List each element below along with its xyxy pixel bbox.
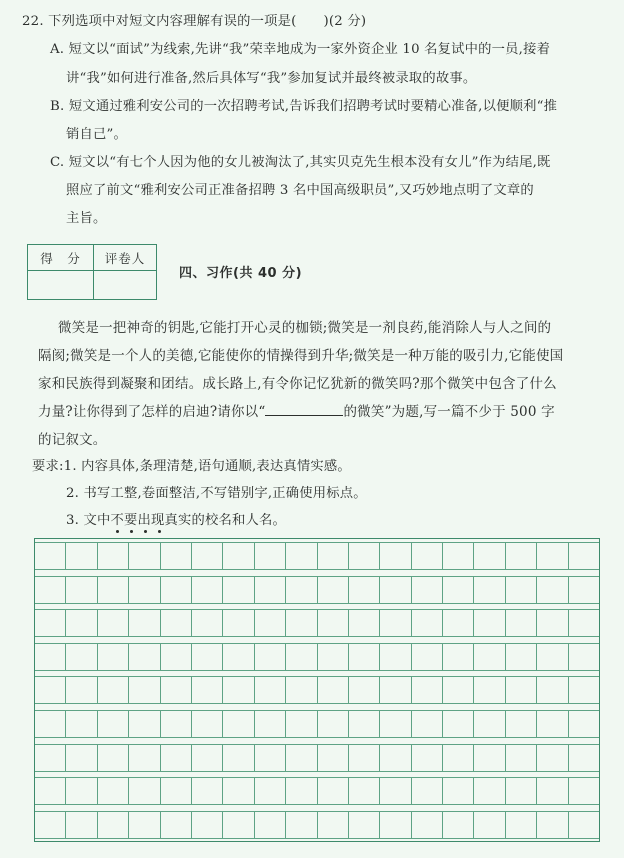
grid-cell[interactable] [223, 744, 254, 772]
grid-cell[interactable] [443, 542, 474, 570]
grid-cell[interactable] [98, 676, 129, 704]
grid-cell[interactable] [161, 811, 192, 839]
grid-cell[interactable] [286, 576, 317, 604]
grid-cell[interactable] [286, 710, 317, 738]
grid-cell[interactable] [192, 710, 223, 738]
grid-cell[interactable] [192, 811, 223, 839]
grid-cell[interactable] [349, 710, 380, 738]
grid-cell[interactable] [35, 811, 66, 839]
grid-cell[interactable] [412, 643, 443, 671]
grid-cell[interactable] [474, 542, 505, 570]
grid-cell[interactable] [161, 576, 192, 604]
grid-cell[interactable] [286, 676, 317, 704]
emphasis-dots [112, 530, 172, 536]
requirement-3: 3. 文中不要出现真实的校名和人名。 [66, 513, 286, 528]
grid-cell[interactable] [380, 643, 411, 671]
grid-cell[interactable] [537, 777, 568, 805]
grid-row [35, 576, 599, 604]
grid-cell[interactable] [537, 609, 568, 637]
grid-cell[interactable] [380, 744, 411, 772]
grid-row [35, 676, 599, 704]
grid-cell[interactable] [443, 643, 474, 671]
grid-cell[interactable] [443, 744, 474, 772]
prompt-line-4 [38, 403, 555, 421]
grid-cell[interactable] [506, 777, 537, 805]
grid-cell[interactable] [66, 744, 97, 772]
grid-cell[interactable] [286, 643, 317, 671]
grid-cell[interactable] [286, 777, 317, 805]
option-c-line-3: 主旨。 [66, 211, 107, 226]
prompt-line-2: 隔阂;微笑是一个人的美德,它能使你的情操得到升华;微笑是一种万能的吸引力,它能使国 [38, 348, 564, 364]
grid-cell[interactable] [380, 710, 411, 738]
grid-cell[interactable] [443, 777, 474, 805]
score-box [27, 244, 157, 300]
prompt-line-4-head: 力量?让你得到了怎样的启迪?请你以“ [38, 404, 266, 420]
grid-cell[interactable] [35, 710, 66, 738]
grid-cell[interactable] [412, 744, 443, 772]
grid-row [35, 744, 599, 772]
grid-cell[interactable] [443, 811, 474, 839]
grid-cell[interactable] [192, 576, 223, 604]
grid-cell[interactable] [380, 542, 411, 570]
grid-cell[interactable] [506, 643, 537, 671]
grid-cell[interactable] [255, 811, 286, 839]
grid-cell[interactable] [474, 609, 505, 637]
grid-cell[interactable] [35, 777, 66, 805]
grid-cell[interactable] [569, 744, 599, 772]
grid-cell[interactable] [474, 744, 505, 772]
prompt-line-1: 微笑是一把神奇的钥匙,它能打开心灵的枷锁;微笑是一剂良药,能消除人与人之间的 [58, 320, 552, 336]
grid-cell[interactable] [223, 676, 254, 704]
grid-cell[interactable] [380, 676, 411, 704]
grid-cell[interactable] [161, 676, 192, 704]
grid-cell[interactable] [506, 710, 537, 738]
grid-cell[interactable] [569, 676, 599, 704]
grid-cell[interactable] [66, 643, 97, 671]
grid-cell[interactable] [98, 811, 129, 839]
grid-cell[interactable] [255, 710, 286, 738]
grid-cell[interactable] [412, 811, 443, 839]
grid-cell[interactable] [286, 609, 317, 637]
grid-cell[interactable] [443, 676, 474, 704]
grid-cell[interactable] [192, 676, 223, 704]
grid-row [35, 777, 599, 805]
grid-cell[interactable] [318, 542, 349, 570]
grid-cell[interactable] [255, 542, 286, 570]
grid-cell[interactable] [35, 676, 66, 704]
grid-cell[interactable] [255, 777, 286, 805]
grid-cell[interactable] [569, 710, 599, 738]
grid-cell[interactable] [506, 542, 537, 570]
grid-cell[interactable] [349, 744, 380, 772]
grid-cell[interactable] [192, 744, 223, 772]
grid-cell[interactable] [192, 542, 223, 570]
grid-cell[interactable] [161, 744, 192, 772]
grid-cell[interactable] [35, 576, 66, 604]
option-c-line-1: C. 短文以“有七个人因为他的女儿被淘汰了,其实贝克先生根本没有女儿”作为结尾,既 [50, 155, 551, 170]
grader-cell[interactable] [94, 271, 156, 299]
grid-cell[interactable] [286, 811, 317, 839]
grid-row [35, 542, 599, 570]
grid-cell[interactable] [35, 609, 66, 637]
grid-cell[interactable] [129, 643, 160, 671]
grid-cell[interactable] [349, 609, 380, 637]
grid-cell[interactable] [98, 710, 129, 738]
grid-row [35, 710, 599, 738]
grid-cell[interactable] [443, 710, 474, 738]
requirement-2: 2. 书写工整,卷面整洁,不写错别字,正确使用标点。 [66, 486, 367, 501]
grid-cell[interactable] [35, 643, 66, 671]
score-label: 得 分 [28, 245, 94, 271]
grid-cell[interactable] [66, 609, 97, 637]
grid-cell[interactable] [66, 777, 97, 805]
grid-cell[interactable] [35, 542, 66, 570]
grid-cell[interactable] [506, 576, 537, 604]
writing-grid[interactable] [34, 538, 600, 842]
grid-cell[interactable] [98, 744, 129, 772]
grid-cell[interactable] [412, 542, 443, 570]
grid-cell[interactable] [318, 811, 349, 839]
grid-cell[interactable] [98, 576, 129, 604]
grid-cell[interactable] [474, 676, 505, 704]
option-a-line-1: A. 短文以“面试”为线索,先讲“我”荣幸地成为一家外资企业 10 名复试中的一员,接着 [50, 42, 551, 57]
title-blank[interactable] [265, 403, 343, 416]
requirement-1: 要求:1. 内容具体,条理清楚,语句通顺,表达真情实感。 [32, 459, 351, 474]
grid-cell[interactable] [474, 777, 505, 805]
section-title: 四、习作(共 40 分) [179, 266, 303, 281]
grid-cell[interactable] [349, 643, 380, 671]
grid-cell[interactable] [474, 811, 505, 839]
grid-cell[interactable] [66, 542, 97, 570]
prompt-line-4-tail: 的微笑”为题,写一篇不少于 500 字 [343, 404, 555, 420]
grid-cell[interactable] [223, 609, 254, 637]
grid-cell[interactable] [161, 777, 192, 805]
grid-cell[interactable] [474, 710, 505, 738]
grid-cell[interactable] [380, 777, 411, 805]
option-b-line-2: 销自己”。 [66, 127, 127, 142]
grid-cell[interactable] [506, 676, 537, 704]
grader-label: 评卷人 [94, 245, 156, 271]
grid-cell[interactable] [98, 643, 129, 671]
grid-cell[interactable] [443, 609, 474, 637]
grid-cell[interactable] [223, 576, 254, 604]
grid-cell[interactable] [129, 576, 160, 604]
grid-cell[interactable] [192, 609, 223, 637]
grid-cell[interactable] [255, 676, 286, 704]
grid-cell[interactable] [474, 576, 505, 604]
grid-cell[interactable] [537, 576, 568, 604]
grid-cell[interactable] [537, 744, 568, 772]
grid-row [35, 609, 599, 637]
grid-cell[interactable] [35, 744, 66, 772]
grid-cell[interactable] [506, 744, 537, 772]
grid-cell[interactable] [255, 609, 286, 637]
grid-cell[interactable] [349, 811, 380, 839]
grid-cell[interactable] [506, 811, 537, 839]
grid-cell[interactable] [129, 542, 160, 570]
grid-cell[interactable] [129, 811, 160, 839]
grid-cell[interactable] [129, 710, 160, 738]
prompt-line-5: 的记叙文。 [38, 432, 107, 448]
grid-cell[interactable] [443, 576, 474, 604]
grid-cell[interactable] [98, 777, 129, 805]
grid-cell[interactable] [255, 744, 286, 772]
grid-cell[interactable] [223, 811, 254, 839]
grid-cell[interactable] [129, 676, 160, 704]
grid-cell[interactable] [161, 609, 192, 637]
option-a-line-2: 讲“我”如何进行准备,然后具体写“我”参加复试并最终被录取的故事。 [66, 71, 477, 86]
grid-cell[interactable] [318, 643, 349, 671]
grid-cell[interactable] [380, 576, 411, 604]
grid-cell[interactable] [98, 542, 129, 570]
grid-cell[interactable] [286, 542, 317, 570]
grid-cell[interactable] [66, 576, 97, 604]
grid-cell[interactable] [569, 643, 599, 671]
grid-cell[interactable] [318, 609, 349, 637]
question-stem: 22. 下列选项中对短文内容理解有误的一项是( )(2 分) [22, 14, 367, 29]
grid-cell[interactable] [537, 643, 568, 671]
option-b-line-1: B. 短文通过雅利安公司的一次招聘考试,告诉我们招聘考试时要精心准备,以便顺利“推 [50, 99, 558, 114]
grid-cell[interactable] [569, 811, 599, 839]
grid-cell[interactable] [161, 710, 192, 738]
grid-cell[interactable] [349, 542, 380, 570]
grid-cell[interactable] [569, 542, 599, 570]
grid-cell[interactable] [318, 777, 349, 805]
grid-cell[interactable] [537, 811, 568, 839]
grid-cell[interactable] [349, 576, 380, 604]
grid-cell[interactable] [318, 710, 349, 738]
grid-cell[interactable] [318, 676, 349, 704]
grid-cell[interactable] [223, 777, 254, 805]
grid-cell[interactable] [412, 710, 443, 738]
grid-cell[interactable] [412, 676, 443, 704]
grid-cell[interactable] [412, 609, 443, 637]
grid-cell[interactable] [223, 643, 254, 671]
grid-cell[interactable] [192, 777, 223, 805]
grid-cell[interactable] [474, 643, 505, 671]
score-cell[interactable] [28, 271, 94, 299]
grid-cell[interactable] [66, 676, 97, 704]
grid-cell[interactable] [286, 744, 317, 772]
grid-cell[interactable] [98, 609, 129, 637]
grid-cell[interactable] [569, 777, 599, 805]
grid-cell[interactable] [255, 576, 286, 604]
grid-cell[interactable] [129, 609, 160, 637]
grid-cell[interactable] [192, 643, 223, 671]
grid-cell[interactable] [380, 811, 411, 839]
grid-cell[interactable] [223, 710, 254, 738]
grid-cell[interactable] [223, 542, 254, 570]
grid-cell[interactable] [537, 542, 568, 570]
grid-row [35, 643, 599, 671]
grid-cell[interactable] [66, 710, 97, 738]
grid-row [35, 811, 599, 839]
grid-cell[interactable] [412, 777, 443, 805]
grid-cell[interactable] [161, 643, 192, 671]
prompt-line-3: 家和民族得到凝聚和团结。成长路上,有令你记忆犹新的微笑吗?那个微笑中包含了什么 [38, 376, 557, 392]
grid-cell[interactable] [129, 777, 160, 805]
grid-cell[interactable] [318, 744, 349, 772]
grid-cell[interactable] [537, 676, 568, 704]
grid-cell[interactable] [255, 643, 286, 671]
grid-cell[interactable] [412, 576, 443, 604]
grid-cell[interactable] [318, 576, 349, 604]
grid-cell[interactable] [569, 609, 599, 637]
grid-cell[interactable] [161, 542, 192, 570]
grid-cell[interactable] [537, 710, 568, 738]
grid-cell[interactable] [380, 609, 411, 637]
grid-cell[interactable] [66, 811, 97, 839]
grid-cell[interactable] [349, 777, 380, 805]
grid-cell[interactable] [349, 676, 380, 704]
grid-cell[interactable] [129, 744, 160, 772]
grid-cell[interactable] [569, 576, 599, 604]
option-c-line-2: 照应了前文“雅利安公司正准备招聘 3 名中国高级职员”,又巧妙地点明了文章的 [66, 183, 534, 198]
grid-cell[interactable] [506, 609, 537, 637]
